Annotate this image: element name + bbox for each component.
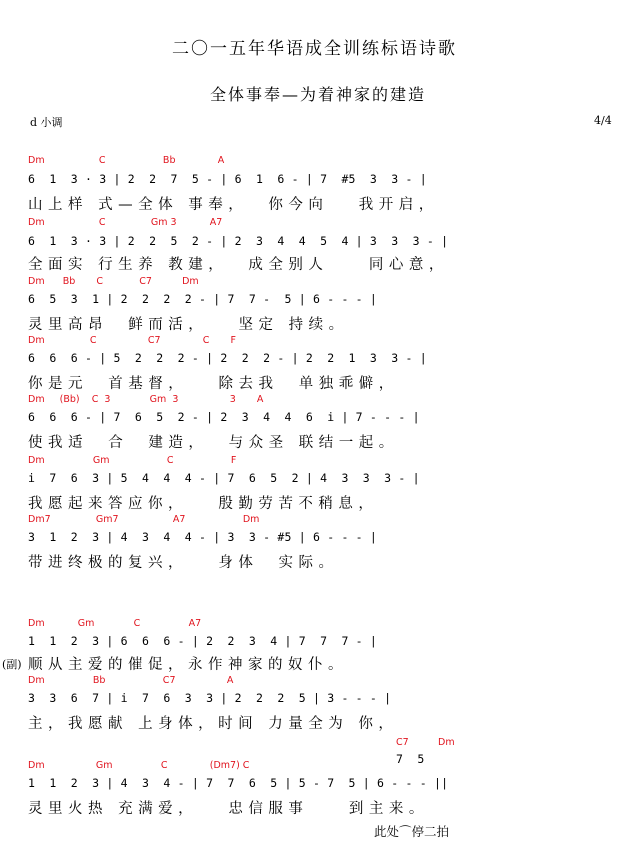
chord-line: Dm Gm C (Dm7) C xyxy=(28,760,250,771)
chord-line: Dm C C7 C F xyxy=(28,335,237,346)
lyric-line: 我愿起来答应你， 殷勤劳苦不稍息， xyxy=(28,496,379,512)
lyric-line: 全面实 行生养 教建， 成全别人 同心意， xyxy=(28,257,449,273)
notation-line: 3 3 6 7 | i 7 6 3 3 | 2 2 2 5 | 3 - - - | xyxy=(28,691,392,705)
notation-line: 6 6 6 - | 5 2 2 2 - | 2 2 2 - | 2 2 1 3 3 - | xyxy=(28,351,427,365)
notation-line: 6 5 3 1 | 2 2 2 2 - | 7 7 - 5 | 6 - - - | xyxy=(28,292,378,306)
footnote: 此处⌒停二拍 xyxy=(374,824,450,839)
final-upper-notes: 7 5 xyxy=(396,752,425,766)
chord-line: Dm (Bb) C 3 Gm 3 3 A xyxy=(28,394,264,405)
chord-line: Dm Bb C7 A xyxy=(28,675,234,686)
notation-line: 6 6 6 - | 7 6 5 2 - | 2 3 4 4 6 i | 7 - - - | xyxy=(28,410,420,424)
notation-line: 1 1 2 3 | 6 6 6 - | 2 2 3 4 | 7 7 7 - | xyxy=(28,634,378,648)
lyric-line: 灵里高昂 鲜而活， 坚定 持续。 xyxy=(28,317,349,333)
notation-line: 6 1 3 · 3 | 2 2 7 5 - | 6 1 6 - | 7 #5 3 3 - | xyxy=(28,172,427,186)
key-signature: d 小调 xyxy=(30,116,63,129)
lyric-line: 你是元 首基督， 除去我 单独乖僻， xyxy=(28,376,399,392)
chord-line: Dm Gm C F xyxy=(28,455,237,466)
lyric-line: 山上样 式—全体 事奉， 你今向 我开启， xyxy=(28,197,439,213)
lyric-line: 带进终极的复兴， 身体 实际。 xyxy=(28,555,339,571)
notation-line: 1 1 2 3 | 4 3 4 - | 7 7 6 5 | 5 - 7 5 | 6 - - - || xyxy=(28,776,449,790)
song-subtitle: 全体事奉—为着神家的建造 xyxy=(210,85,427,104)
song-title: 二〇一五年华语成全训练标语诗歌 xyxy=(172,39,457,59)
chorus-label: (副) xyxy=(2,658,22,671)
chord-line: Dm C Gm 3 A7 xyxy=(28,217,223,228)
notation-line: 3 1 2 3 | 4 3 4 4 - | 3 3 - #5 | 6 - - - | xyxy=(28,530,378,544)
chord-line: Dm7 Gm7 A7 Dm xyxy=(28,514,260,525)
lyric-line: 使我适 合 建造， 与众圣 联结一起。 xyxy=(28,435,399,451)
lyric-line: 顺从主爱的催促，永作神家的奴仆。 xyxy=(28,657,348,673)
lyric-line: 主，我愿献 上身体，时间 力量全为 你， xyxy=(28,716,399,732)
notation-line: 6 1 3 · 3 | 2 2 5 2 - | 2 3 4 4 5 4 | 3 3 3 - | xyxy=(28,234,449,248)
final-chord-dm: Dm xyxy=(438,737,455,748)
notation-line: i 7 6 3 | 5 4 4 4 - | 7 6 5 2 | 4 3 3 3 - | xyxy=(28,471,420,485)
chord-line: Dm Gm C A7 xyxy=(28,618,202,629)
chord-line: Dm C Bb A xyxy=(28,155,225,166)
time-signature: 4/4 xyxy=(594,114,612,127)
chord-line: Dm Bb C C7 Dm xyxy=(28,276,199,287)
lyric-line: 灵里火热 充满爱， 忠信服事 到主来。 xyxy=(28,801,429,817)
final-chord-c7: C7 xyxy=(396,737,409,748)
